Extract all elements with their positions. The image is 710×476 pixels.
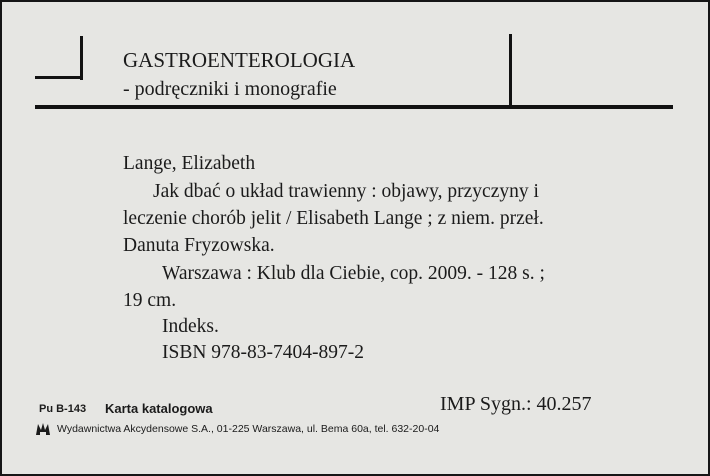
index-note: Indeks. [162, 316, 219, 337]
header-rule [35, 105, 673, 109]
call-number: IMP Sygn.: 40.257 [440, 393, 592, 415]
catalog-card [2, 2, 708, 474]
corner-bracket-horizontal [35, 76, 83, 79]
corner-bracket-vertical [80, 36, 83, 80]
title-line: leczenie chorób jelit / Elisabeth Lange ; z niem. przeł. [123, 208, 544, 229]
printer-info: Wydawnictwa Akcydensowe S.A., 01-225 Warszawa, ul. Bema 60a, tel. 632-20-04 [57, 423, 440, 435]
title-line: Danuta Fryzowska. [123, 235, 275, 256]
isbn-line: ISBN 978-83-7404-897-2 [162, 342, 365, 363]
form-code: Pu B-143 [39, 403, 87, 415]
header-divider-vertical [509, 34, 512, 106]
imprint-line: Warszawa : Klub dla Ciebie, cop. 2009. - 128 s. ; [162, 263, 545, 284]
title-line: Jak dbać o układ trawienny : objawy, przyczyny i [153, 181, 539, 202]
author-line: Lange, Elizabeth [123, 153, 256, 174]
subject-subtitle: - podręczniki i monografie [123, 78, 337, 100]
imprint-line: 19 cm. [123, 290, 177, 311]
subject-heading: GASTROENTEROLOGIA [123, 48, 356, 72]
form-name: Karta katalogowa [105, 401, 213, 416]
printer-logo-icon [35, 421, 51, 437]
